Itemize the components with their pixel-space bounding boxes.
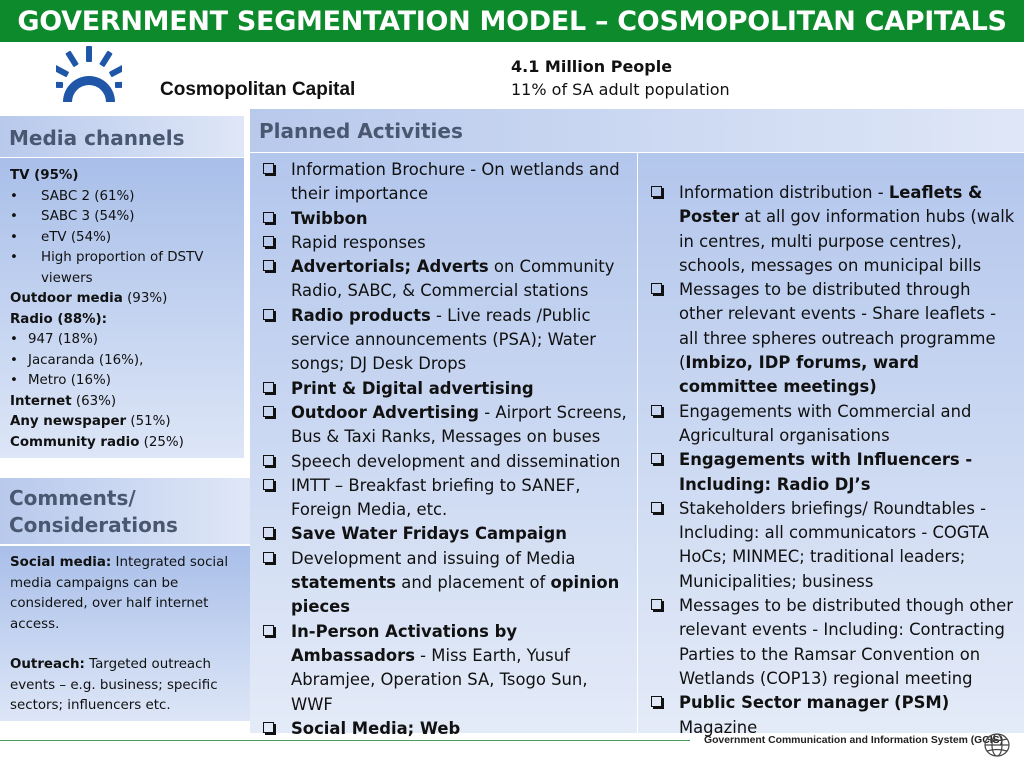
radio-item: • Jacaranda (16%), (10, 351, 244, 372)
planned-activities-heading: Planned Activities (250, 109, 1024, 152)
community-radio-line: Community radio (25%) (10, 434, 184, 450)
radio-label: Radio (88%): (10, 311, 108, 327)
activity-item: Twibbon (260, 207, 631, 231)
activity-item: Outdoor Advertising - Airport Screens, Bus & Taxi Ranks, Messages on buses (260, 401, 631, 450)
activity-item: Save Water Fridays Campaign (260, 522, 631, 546)
globe-icon (980, 732, 1014, 758)
activity-item: Social Media; Web (260, 717, 631, 741)
activity-item: Engagements with Influencers - Including: Radio DJ’s (648, 448, 1016, 497)
tv-item: • SABC 2 (61%) (10, 187, 244, 208)
activity-item: Messages to be distributed through other relevant events - Share leaflets - all three spheres outreach programme (Imbizo, IDP forums, ward committee meetings) (648, 278, 1016, 399)
comments-panel (0, 546, 250, 721)
comments-heading: Comments/ Considerations (0, 478, 250, 544)
activity-item: IMTT – Breakfast briefing to SANEF, Foreign Media, etc. (260, 474, 631, 523)
internet-line: Internet (63%) (10, 393, 117, 409)
radio-item: • Metro (16%) (10, 371, 244, 392)
tv-item: • High proportion of DSTV viewers (10, 248, 244, 289)
media-channels-heading-text: Media channels (9, 126, 185, 150)
rising-sun-logo-icon (56, 44, 122, 102)
activity-item: Print & Digital advertising (260, 377, 631, 401)
activity-item: In-Person Activations by Ambassadors - Miss Earth, Yusuf Abramjee, Operation SA, Tsogo Sun, WWF (260, 620, 631, 717)
activity-item: Stakeholders briefings/ Roundtables - Including: all communicators - COGTA HoCs; MINMEC; traditional leaders; Municipalities; business (648, 497, 1016, 594)
page-title: GOVERNMENT SEGMENTATION MODEL – COSMOPOLITAN CAPITALS (0, 0, 1024, 42)
activities-column-2 (638, 153, 1024, 737)
newspaper-line: Any newspaper (51%) (10, 414, 171, 429)
population-stat: 4.1 Million People (511, 57, 673, 76)
activity-item: Development and issuing of Media statements and placement of opinion pieces (260, 547, 631, 620)
activity-item: Information Brochure - On wetlands and their importance (260, 158, 631, 207)
tv-item: • SABC 3 (54%) (10, 207, 244, 228)
social-media-comment: Social media: Integrated social media campaigns can be considered, over half internet access. (10, 555, 229, 632)
segment-subtitle: Cosmopolitan Capital (160, 79, 356, 100)
activity-item: Radio products - Live reads /Public service announcements (PSA); Water songs; DJ Desk Drops (260, 304, 631, 377)
activity-item: Public Sector manager (PSM) Magazine (648, 691, 1016, 740)
activity-item: Engagements with Commercial and Agricultural organisations (648, 400, 1016, 449)
tv-item: • eTV (54%) (10, 228, 244, 249)
media-channels-panel (0, 158, 244, 458)
activity-item: Information distribution - Leaflets & Poster at all gov information hubs (walk in centres, multi purpose centres), schools, messages on municipal bills (648, 181, 1016, 278)
media-channels-heading (0, 116, 244, 157)
activity-item: Speech development and dissemination (260, 450, 631, 474)
outdoor-media-line: Outdoor media (93%) (10, 291, 168, 306)
activity-item: Advertorials; Adverts on Community Radio, SABC, & Commercial stations (260, 255, 631, 304)
footer-rule (0, 740, 690, 741)
population-share-stat: 11% of SA adult population (511, 80, 730, 99)
activities-column-1 (250, 153, 637, 738)
footer-org-name: Government Communication and Information System (GCIS) (704, 735, 1004, 746)
outreach-comment: Outreach: Targeted outreach events – e.g. business; specific sectors; influencers etc. (10, 657, 218, 713)
activity-item: Messages to be distributed though other relevant events - Including: Contracting Parties to the Ramsar Convention on Wetlands (COP13) regional meeting (648, 594, 1016, 691)
activity-item: Rapid responses (260, 231, 631, 255)
radio-item: • 947 (18%) (10, 330, 244, 351)
tv-label: TV (95%) (10, 168, 79, 183)
